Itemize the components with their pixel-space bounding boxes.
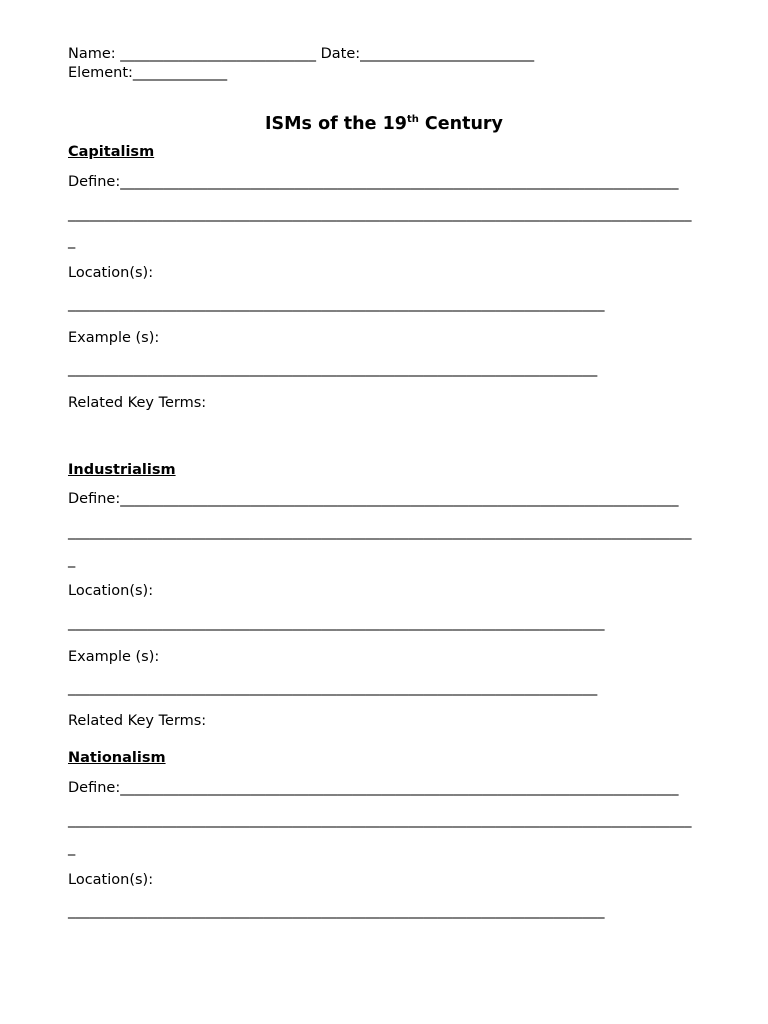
define-tail-capitalism: _ (68, 233, 76, 249)
related-terms-label-industrialism: Related Key Terms: (68, 713, 207, 729)
title-superscript: th (406, 114, 419, 125)
define-line-capitalism: Define:_____________________________________________________________________________ (68, 174, 679, 190)
section-heading-nationalism: Nationalism (68, 750, 166, 766)
define-continuation-industrialism: ______________________________________________________________________________________ (68, 524, 692, 540)
example-blank-industrialism: _________________________________________________________________________ (68, 680, 598, 696)
define-tail-industrialism: _ (68, 552, 76, 568)
location-blank-capitalism: __________________________________________________________________________ (68, 296, 605, 312)
location-blank-industrialism: __________________________________________________________________________ (68, 615, 605, 631)
section-heading-industrialism: Industrialism (68, 462, 176, 478)
location-blank-nationalism: __________________________________________________________________________ (68, 903, 605, 919)
name-date-line: Name: ___________________________ Date:________________________ (68, 46, 535, 62)
define-line-industrialism: Define:_____________________________________________________________________________ (68, 491, 679, 507)
section-heading-capitalism: Capitalism (68, 144, 155, 160)
related-terms-label-capitalism: Related Key Terms: (68, 395, 207, 411)
example-label-capitalism: Example (s): (68, 330, 160, 346)
title-rest: Century (418, 114, 503, 134)
location-label-industrialism: Location(s): (68, 583, 154, 599)
define-continuation-capitalism: ______________________________________________________________________________________ (68, 206, 692, 222)
location-label-nationalism: Location(s): (68, 872, 154, 888)
page-title (0, 109, 768, 135)
define-continuation-nationalism: ______________________________________________________________________________________ (68, 812, 692, 828)
example-blank-capitalism: _________________________________________________________________________ (68, 361, 598, 377)
define-tail-nationalism: _ (68, 840, 76, 856)
element-line: Element:_____________ (68, 65, 228, 81)
example-label-industrialism: Example (s): (68, 649, 160, 665)
title-main: ISMs of the 19 (265, 114, 407, 134)
location-label-capitalism: Location(s): (68, 265, 154, 281)
define-line-nationalism: Define:_____________________________________________________________________________ (68, 780, 679, 796)
